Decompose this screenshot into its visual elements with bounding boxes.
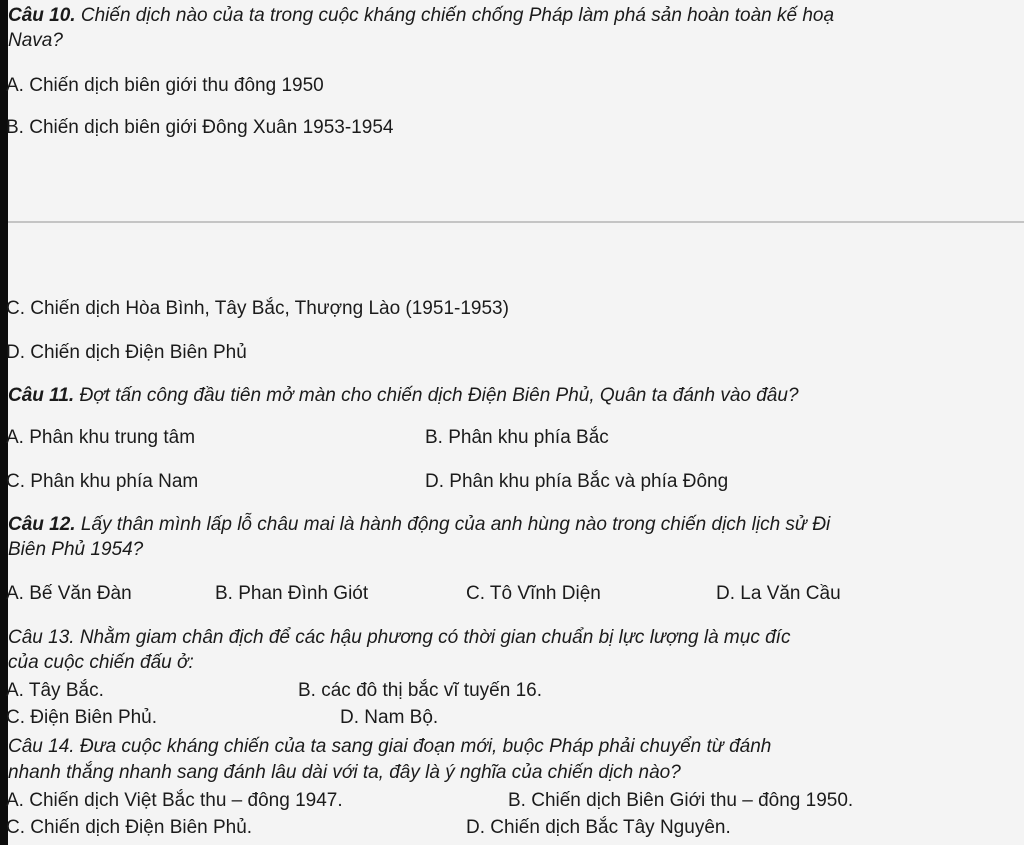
- q11-option-b[interactable]: B. Phân khu phía Bắc: [425, 427, 609, 448]
- q12-question-line-2: Biên Phủ 1954?: [8, 539, 144, 560]
- q11-question-line: [8, 384, 799, 408]
- q12-question-text: Lấy thân mình lấp lỗ châu mai là hành động của anh hùng nào trong chiến dịch lịch sử Đi: [75, 514, 831, 535]
- divider-line: [8, 221, 1024, 223]
- q13-question-line-2: của cuộc chiến đấu ở:: [8, 652, 194, 673]
- q12-option-c[interactable]: C. Tô Vĩnh Diện: [466, 583, 601, 604]
- q14-question-line-2: nhanh thắng nhanh sang đánh lâu dài với ta, đây là ý nghĩa của chiến dịch nào?: [8, 762, 681, 783]
- q11-option-d[interactable]: D. Phân khu phía Bắc và phía Đông: [425, 471, 729, 492]
- q13-option-d[interactable]: D. Nam Bộ.: [340, 707, 439, 728]
- q11-question-text: Đợt tấn công đầu tiên mở màn cho chiến dịch Điện Biên Phủ, Quân ta đánh vào đâu?: [74, 385, 799, 406]
- q10-number: Câu 10.: [8, 5, 76, 26]
- q13-option-c[interactable]: C. Điện Biên Phủ.: [6, 707, 158, 728]
- q10-option-c[interactable]: C. Chiến dịch Hòa Bình, Tây Bắc, Thượng Lào (1951-1953): [6, 298, 509, 319]
- q10-option-a[interactable]: A. Chiến dịch biên giới thu đông 1950: [6, 75, 324, 96]
- q13-option-a[interactable]: A. Tây Bắc.: [6, 680, 104, 701]
- q13-option-b[interactable]: B. các đô thị bắc vĩ tuyến 16.: [298, 680, 542, 701]
- q12-number: Câu 12.: [8, 514, 76, 535]
- q10-option-d[interactable]: D. Chiến dịch Điện Biên Phủ: [6, 342, 247, 363]
- q12-option-a[interactable]: A. Bế Văn Đàn: [6, 583, 132, 604]
- q11-option-a[interactable]: A. Phân khu trung tâm: [6, 427, 196, 448]
- q12-option-b[interactable]: B. Phan Đình Giót: [215, 583, 369, 604]
- q12-question-line-1: [8, 513, 830, 537]
- q10-question-text: Chiến dịch nào của ta trong cuộc kháng chiến chống Pháp làm phá sản hoàn toàn kế hoạ: [75, 5, 835, 26]
- q11-option-c[interactable]: C. Phân khu phía Nam: [6, 471, 199, 492]
- q14-question-line-1: Câu 14. Đưa cuộc kháng chiến của ta sang giai đoạn mới, buộc Pháp phải chuyển từ đánh: [8, 736, 772, 757]
- q10-question-line-1: [8, 4, 834, 28]
- q10-option-b[interactable]: B. Chiến dịch biên giới Đông Xuân 1953-1954: [6, 117, 394, 138]
- q10-question-line-2: Nava?: [8, 30, 63, 51]
- q14-option-b[interactable]: B. Chiến dịch Biên Giới thu – đông 1950.: [508, 790, 854, 811]
- q14-option-d[interactable]: D. Chiến dịch Bắc Tây Nguyên.: [466, 817, 731, 838]
- q13-question-line-1: Câu 13. Nhằm giam chân địch để các hậu phương có thời gian chuẩn bị lực lượng là mục đíc: [8, 627, 791, 648]
- q14-option-c[interactable]: C. Chiến dịch Điện Biên Phủ.: [6, 817, 253, 838]
- q11-number: Câu 11.: [8, 385, 75, 406]
- q14-option-a[interactable]: A. Chiến dịch Việt Bắc thu – đông 1947.: [6, 790, 343, 811]
- q12-option-d[interactable]: D. La Văn Cầu: [716, 583, 841, 604]
